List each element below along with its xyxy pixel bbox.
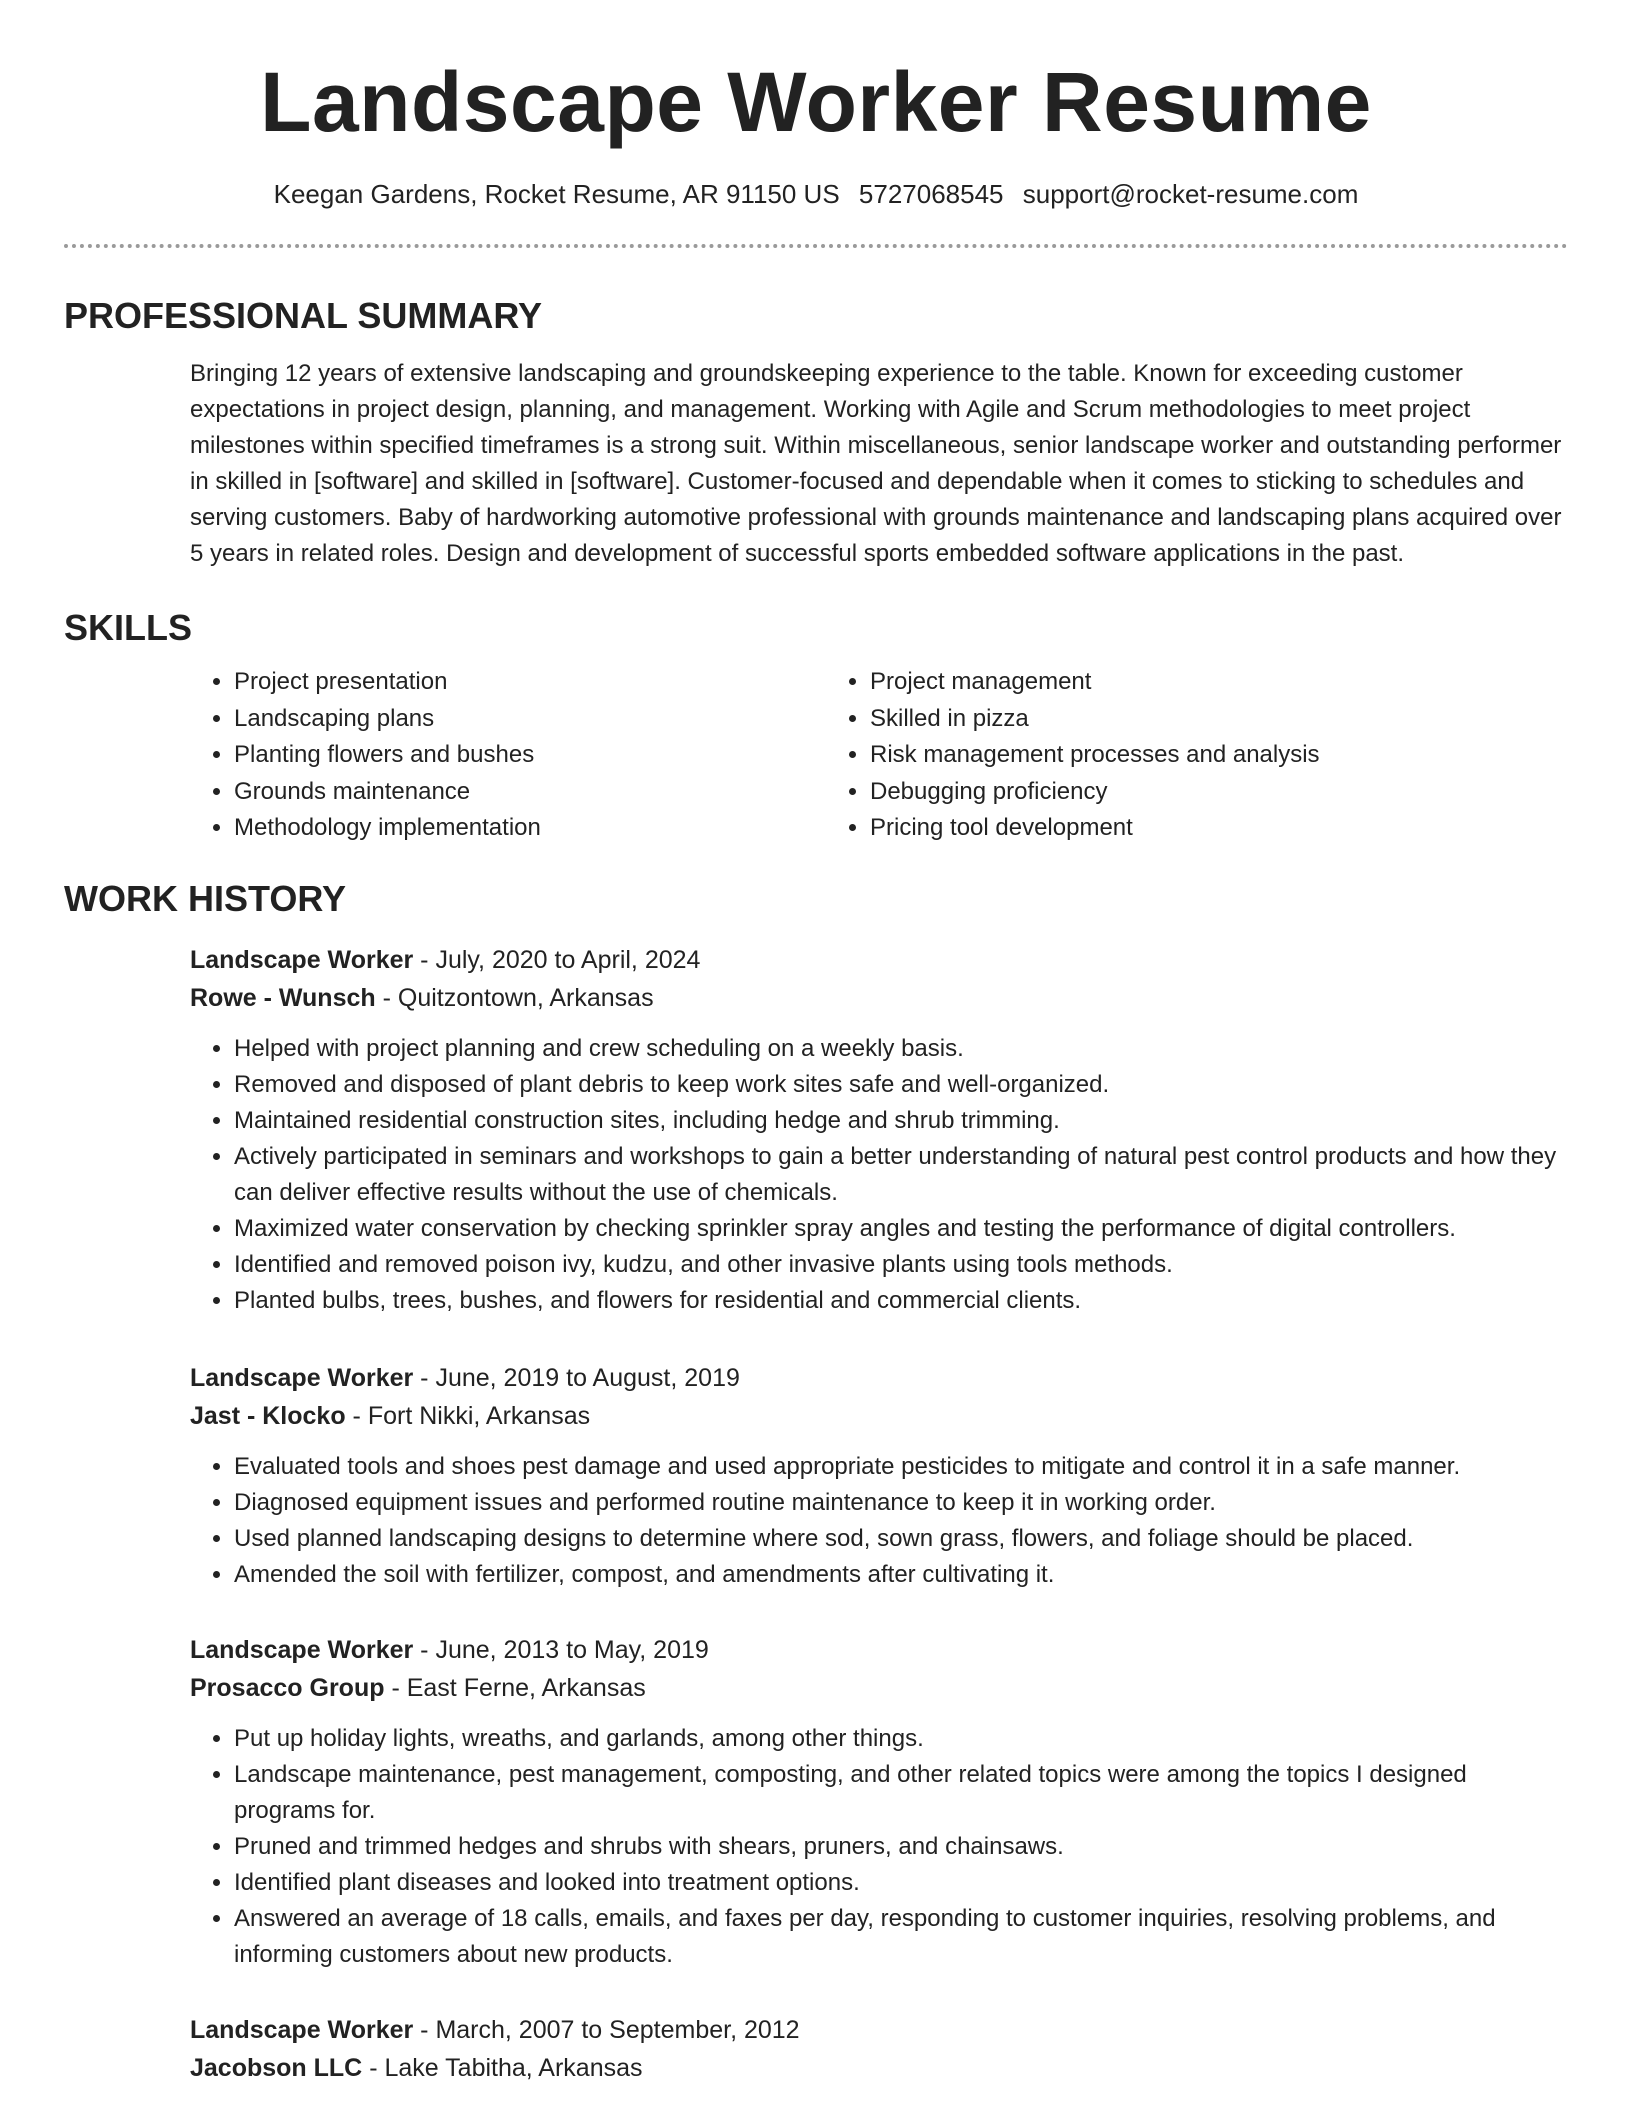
contact-email: support@rocket-resume.com: [1022, 179, 1359, 209]
job-dates: July, 2020 to April, 2024: [435, 945, 701, 974]
job-location: Lake Tabitha, Arkansas: [384, 2053, 643, 2082]
summary-section: [64, 294, 1568, 572]
job-bullet: • Answered an average of 18 calls, emails, and faxes per day, responding to customer inquiries, resolving problems, and informing customers about new products.: [234, 1901, 1568, 1973]
job-title-line: Landscape Worker - June, 2013 to May, 2019: [190, 1635, 709, 1664]
job-entry: [190, 941, 1568, 1319]
job-bullet: • Maintained residential construction sites, including hedge and shrub trimming.: [234, 1103, 1568, 1139]
work-history-section: [64, 877, 1568, 2087]
job-bullet: • Pruned and trimmed hedges and shrubs with shears, pruners, and chainsaws.: [234, 1829, 1568, 1865]
skill-item: • Methodology implementation: [234, 810, 826, 847]
job-entry: [190, 1359, 1568, 1593]
skills-list-right: [826, 664, 1320, 847]
contact-line: [64, 176, 1568, 212]
job-title-line: Landscape Worker - March, 2007 to September, 2012: [190, 2015, 800, 2044]
job-company-line: Jast - Klocko - Fort Nikki, Arkansas: [190, 1401, 591, 1430]
job-dates: March, 2007 to September, 2012: [435, 2015, 800, 2044]
job-title: Landscape Worker: [190, 1363, 414, 1392]
skill-item: • Skilled in pizza: [870, 701, 1320, 738]
job-title: Landscape Worker: [190, 1635, 414, 1664]
skill-item: • Project presentation: [234, 664, 826, 701]
job-bullet: • Actively participated in seminars and workshops to gain a better understanding of natural pest control products and how they can deliver effective results without the use of chemicals.: [234, 1139, 1568, 1211]
contact-address: Keegan Gardens, Rocket Resume, AR 91150 US: [273, 179, 840, 209]
skill-item: • Landscaping plans: [234, 701, 826, 738]
job-dates: June, 2019 to August, 2019: [435, 1363, 740, 1392]
job-bullets: [190, 1449, 1568, 1593]
skill-item: • Risk management processes and analysis: [870, 737, 1320, 774]
job-bullet: • Maximized water conservation by checking sprinkler spray angles and testing the performance of digital controllers.: [234, 1211, 1568, 1247]
job-bullet: • Landscape maintenance, pest management, composting, and other related topics were among the topics I designed programs for.: [234, 1757, 1568, 1829]
job-entry: [190, 2011, 1568, 2087]
job-location: East Ferne, Arkansas: [406, 1673, 646, 1702]
skill-item: • Planting flowers and bushes: [234, 737, 826, 774]
skills-heading: SKILLS: [64, 607, 193, 648]
job-title-line: Landscape Worker - June, 2019 to August, 2019: [190, 1363, 740, 1392]
skills-list-left: [190, 664, 826, 847]
job-company-line: Jacobson LLC - Lake Tabitha, Arkansas: [190, 2053, 643, 2082]
summary-heading: PROFESSIONAL SUMMARY: [64, 295, 543, 336]
job-company: Jacobson LLC: [190, 2053, 363, 2082]
job-title: Landscape Worker: [190, 2015, 414, 2044]
summary-text: Bringing 12 years of extensive landscaping and groundskeeping experience to the table. Known for exceeding customer expectations in project design, planning, and management. Working with Agile and Scrum methodologies to meet project milestones within specified timeframes is a strong suit. Within miscellaneous, senior landscape worker and outstanding performer in skilled in [software] and skilled in [software]. Customer-focused and dependable when it comes to sticking to schedules and serving customers. Baby of hardworking automotive professional with grounds maintenance and landscaping plans acquired over 5 years in related roles. Design and development of successful sports embedded software applications in the past.: [190, 360, 1562, 567]
work-history-heading: WORK HISTORY: [64, 877, 347, 919]
job-bullet: • Planted bulbs, trees, bushes, and flowers for residential and commercial clients.: [234, 1283, 1568, 1319]
skill-item: • Project management: [870, 664, 1320, 701]
job-company: Rowe - Wunsch: [190, 983, 376, 1012]
job-bullets: [190, 1031, 1568, 1319]
job-title: Landscape Worker: [190, 945, 414, 974]
job-company-line: Prosacco Group - East Ferne, Arkansas: [190, 1673, 646, 1702]
job-bullet: • Removed and disposed of plant debris to keep work sites safe and well-organized.: [234, 1067, 1568, 1103]
job-dates: June, 2013 to May, 2019: [435, 1635, 709, 1664]
job-bullet: • Amended the soil with fertilizer, compost, and amendments after cultivating it.: [234, 1557, 1568, 1593]
job-entry: [190, 1631, 1568, 1973]
job-location: Quitzontown, Arkansas: [397, 983, 654, 1012]
job-bullet: • Put up holiday lights, wreaths, and garlands, among other things.: [234, 1721, 1568, 1757]
job-bullet: • Diagnosed equipment issues and performed routine maintenance to keep it in working order.: [234, 1485, 1568, 1521]
contact-phone: 5727068545: [858, 179, 1004, 209]
header-divider: [64, 244, 1568, 248]
job-bullets: [190, 1721, 1568, 1973]
job-bullet: • Identified and removed poison ivy, kudzu, and other invasive plants using tools methods.: [234, 1247, 1568, 1283]
skill-item: • Pricing tool development: [870, 810, 1320, 847]
job-company-line: Rowe - Wunsch - Quitzontown, Arkansas: [190, 983, 654, 1012]
job-bullet: • Evaluated tools and shoes pest damage and used appropriate pesticides to mitigate and control it in a safe manner.: [234, 1449, 1568, 1485]
job-company: Jast - Klocko: [190, 1401, 346, 1430]
job-location: Fort Nikki, Arkansas: [367, 1401, 591, 1430]
job-bullet: • Identified plant diseases and looked into treatment options.: [234, 1865, 1568, 1901]
job-bullet: • Helped with project planning and crew scheduling on a weekly basis.: [234, 1031, 1568, 1067]
skills-columns: [190, 664, 1568, 847]
skill-item: • Debugging proficiency: [870, 774, 1320, 811]
skill-item: • Grounds maintenance: [234, 774, 826, 811]
resume-title: Landscape Worker Resume: [260, 55, 1372, 149]
skills-section: [64, 606, 1568, 847]
job-bullet: • Used planned landscaping designs to determine where sod, sown grass, flowers, and foliage should be placed.: [234, 1521, 1568, 1557]
job-company: Prosacco Group: [190, 1673, 385, 1702]
job-title-line: Landscape Worker - July, 2020 to April, 2024: [190, 945, 701, 974]
